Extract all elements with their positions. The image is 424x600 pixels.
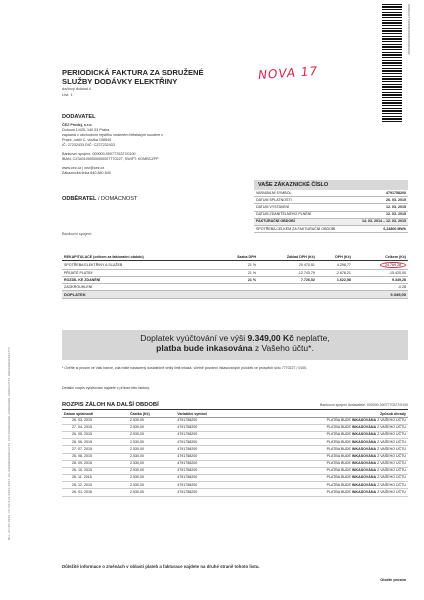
barcode (382, 4, 402, 124)
schedule-cell: 4791758200 (175, 453, 242, 460)
supplier-line: IČ: 27232433 DIČ: CZ27232433 (62, 143, 115, 147)
schedule-cell: 2.530,00 (128, 431, 175, 438)
schedule-cell: 2.530,00 (128, 460, 175, 467)
schedule-column-header: Variabilní symbol (175, 411, 242, 417)
recap-row (62, 277, 408, 284)
info-key: DATUM SPLATNOSTI (256, 197, 292, 202)
schedule-cell: 4791758200 (175, 439, 242, 446)
supplier-address (62, 123, 242, 176)
recap-cell: -12.743,79 (258, 270, 317, 277)
recap-cell: ZAOKROUHLENÍ (62, 284, 216, 291)
schedule-cell: 4791758200 (175, 460, 242, 467)
schedule-cell: 4791758200 (175, 482, 242, 489)
schedule-row (62, 475, 408, 482)
info-key: SPOTŘEBA CELKEM ZA FAKTURAČNÍ OBDOBÍ (256, 226, 336, 231)
payment-notice-box (62, 330, 408, 360)
payment-method-cell: PLATBA BUDE INKASOVÁNA Z VAŠEHO ÚČTU (242, 482, 408, 489)
recap-cell (353, 261, 408, 270)
schedule-cell: 2.530,00 (128, 467, 175, 474)
barcode-text: 0000044773000000000000000000 (407, 4, 410, 55)
schedule-row (62, 431, 408, 438)
schedule-cell: 4791758200 (175, 431, 242, 438)
recap-section (62, 254, 408, 299)
recap-row (62, 291, 408, 299)
recap-row (62, 261, 408, 270)
info-key: DATUM VYSTAVENÍ (256, 204, 290, 209)
schedule-table (62, 411, 408, 497)
recap-cell: 21 % (216, 277, 258, 284)
customer-section (62, 196, 242, 202)
recap-row (62, 284, 408, 291)
schedule-cell: 28. 12. 2015 (62, 482, 128, 489)
recap-cell: 9.349,28 (353, 277, 408, 284)
invoice-title-line1: PERIODICKÁ FAKTURA ZA SDRUŽENÉ (62, 68, 204, 77)
supplier-line: Duhová 1/425, 140 53 Praha (62, 128, 110, 132)
customer-number-box (254, 180, 408, 233)
payment-line1: Doplatek vyúčtování ve výši 9.349,00 Kč neplaťte, (140, 333, 330, 343)
recap-cell (317, 291, 353, 299)
payment-method-cell: PLATBA BUDE INKASOVÁNA Z VAŠEHO ÚČTU (242, 475, 408, 482)
schedule-cell: 27. 07. 2015 (62, 446, 128, 453)
schedule-cell: 2.530,00 (128, 453, 175, 460)
schedule-cell: 2.530,00 (128, 417, 175, 424)
recap-table (62, 254, 408, 299)
payment-method-cell: PLATBA BUDE INKASOVÁNA Z VAŠEHO ÚČTU (242, 489, 408, 496)
schedule-cell: 4791758200 (175, 467, 242, 474)
supplier-line: Praze, oddíl C, vložka 108549 (62, 138, 112, 142)
schedule-cell: 2.530,00 (128, 489, 175, 496)
invoice-title-line2: SLUŽBY DODÁVKY ELEKTŘINY (62, 77, 178, 86)
schedule-cell: 26. 05. 2015 (62, 431, 128, 438)
schedule-cell: 4791758200 (175, 475, 242, 482)
schedule-cell: 28. 09. 2015 (62, 460, 128, 467)
payment-method-cell: PLATBA BUDE INKASOVÁNA Z VAŠEHO ÚČTU (242, 446, 408, 453)
info-value: 4791758200 (386, 190, 406, 195)
schedule-cell: 26. 06. 2015 (62, 439, 128, 446)
schedule-row (62, 482, 408, 489)
recap-cell (216, 291, 258, 299)
schedule-cell: 26. 01. 2016 (62, 489, 128, 496)
recap-column-header: Celkem (Kč) (353, 254, 408, 261)
customer-info-row (254, 197, 408, 204)
recap-cell (216, 284, 258, 291)
info-key: VARIABILNÍ SYMBOL (256, 190, 292, 195)
recap-column-header: Sazba DPH (216, 254, 258, 261)
detail-note: Detailní rozpis vyúčtování najdete v příloze této faktury. (62, 386, 150, 390)
recap-cell: 21 % (216, 261, 258, 270)
turn-page-note: Otočte prosím (380, 578, 406, 582)
schedule-cell: 2.530,00 (128, 446, 175, 453)
customer-info-row (254, 204, 408, 211)
important-info: Důležité informace o změnách v oblasti plateb a fakturace najdete na druhé straně tohoto listu. (62, 564, 260, 569)
info-key: DATUM ZDANITELNÉHO PLNĚNÍ (256, 212, 312, 217)
info-value: 26. 03. 2015 (386, 197, 406, 202)
customer-info-row (254, 212, 408, 219)
supplier-line: Bankovní spojení: 000000-0007770227/0100 (62, 152, 136, 156)
schedule-row (62, 489, 408, 496)
schedule-column-header: Datum splatnosti (62, 411, 128, 417)
schedule-cell: 26. 08. 2015 (62, 453, 128, 460)
supplier-line: zapsaná v obchodním rejstříku vedeném Městským soudem v (62, 133, 164, 137)
recap-cell: 9.349,00 (353, 291, 408, 299)
schedule-cell: 2.530,00 (128, 439, 175, 446)
payment-method-cell: PLATBA BUDE INKASOVÁNA Z VAŠEHO ÚČTU (242, 453, 408, 460)
recap-cell: -2.676,21 (317, 270, 353, 277)
schedule-row (62, 439, 408, 446)
schedule-header (62, 402, 408, 410)
recap-column-header: REKAPITULACE (celkem za fakturační období) (62, 254, 216, 261)
limit-note: * Ověřte si prosím ve Vaší bance, zda máte nastavený dostatečně velký limit inkasa, včetně povolení inkasovaných položek ve prospěch účtu 7770227 / 0100. (62, 366, 308, 370)
schedule-row (62, 417, 408, 424)
recap-cell: 7.726,52 (258, 277, 317, 284)
recap-column-header: DPH (Kč) (317, 254, 353, 261)
supplier-section (62, 114, 242, 176)
customer-bank-label: Bankovní spojení: (62, 232, 93, 236)
recap-cell: 21 % (216, 270, 258, 277)
supplier-line: www.cez.cz | cez@cez.cz (62, 166, 105, 170)
advance-schedule (62, 402, 408, 497)
payment-method-cell: PLATBA BUDE INKASOVÁNA Z VAŠEHO ÚČTU (242, 431, 408, 438)
customer-number-heading: VAŠE ZÁKAZNICKÉ ČÍSLO (254, 180, 408, 190)
schedule-cell: 27. 04. 2015 (62, 424, 128, 431)
schedule-title: ROZPIS ZÁLOH NA DALŠÍ OBDOBÍ (62, 402, 159, 408)
invoice-header (62, 68, 262, 97)
schedule-row (62, 424, 408, 431)
recap-cell: -0,28 (353, 284, 408, 291)
customer-info-row (254, 219, 408, 226)
side-code-strip: BAL-07/02/2015 15:58/CL2/0001/0047.03.0000000000044773 DIS/0000000000.000000000.0000044773 0000000000044773 (8, 347, 11, 540)
schedule-bank-account: Bankovní spojení dodavatele: 000000-0007770227/0100 (320, 403, 408, 407)
recap-cell: 20.470,51 (258, 261, 317, 270)
payment-method-cell: PLATBA BUDE INKASOVÁNA Z VAŠEHO ÚČTU (242, 417, 408, 424)
schedule-row (62, 446, 408, 453)
schedule-cell: 4791758200 (175, 417, 242, 424)
recap-cell (258, 284, 317, 291)
info-value: 14. 03. 2014 – 12. 03. 2015 (362, 219, 406, 224)
supplier-line: IBAN: CZ3401000000000007770227, SWIFT: KOMBCZPP (62, 157, 159, 161)
recap-cell (317, 284, 353, 291)
supplier-heading: DODAVATEL (62, 114, 96, 120)
recap-cell: DOPLATEK (62, 291, 216, 299)
schedule-cell: 26. 11. 2015 (62, 475, 128, 482)
recap-cell: PŘIJATÉ PLATBY (62, 270, 216, 277)
recap-cell: 1.622,58 (317, 277, 353, 284)
info-key: FAKTURAČNÍ OBDOBÍ (256, 219, 295, 224)
recap-row (62, 270, 408, 277)
recap-cell (258, 291, 317, 299)
info-value: 6,24800 MWh (383, 226, 406, 231)
schedule-cell: 4791758200 (175, 424, 242, 431)
schedule-cell: 4791758200 (175, 446, 242, 453)
payment-method-cell: PLATBA BUDE INKASOVÁNA Z VAŠEHO ÚČTU (242, 424, 408, 431)
doc-type: daňový doklad č. (62, 86, 93, 91)
recap-cell: 4.298,77 (317, 261, 353, 270)
payment-method-cell: PLATBA BUDE INKASOVÁNA Z VAŠEHO ÚČTU (242, 467, 408, 474)
circled-total: 24.769,28 (380, 262, 406, 268)
supplier-line: Zákaznická linka 840 840 840 (62, 171, 111, 175)
recap-cell: SPOTŘEBA ELEKTŘINY A SLUŽEB (62, 261, 216, 270)
schedule-cell: 26. 03. 2015 (62, 417, 128, 424)
supplier-line: ČEZ Prodej, s.r.o. (62, 123, 93, 127)
payment-line2: platba bude inkasována z Vašeho účtu*. (156, 343, 314, 353)
schedule-cell: 2.530,00 (128, 482, 175, 489)
payment-method-cell: PLATBA BUDE INKASOVÁNA Z VAŠEHO ÚČTU (242, 439, 408, 446)
info-value: 12. 03. 2015 (386, 212, 406, 217)
schedule-row (62, 453, 408, 460)
schedule-row (62, 467, 408, 474)
schedule-column-header: Částka (Kč) (128, 411, 175, 417)
customer-heading: ODBĚRATEL / DOMÁCNOST (62, 196, 138, 202)
recap-column-header: Základ DPH (Kč) (258, 254, 317, 261)
recap-cell: -15.420,00 (353, 270, 408, 277)
schedule-row (62, 460, 408, 467)
schedule-column-header: Způsob úhrady (242, 411, 408, 417)
page-number: List: 1 (62, 91, 73, 97)
handwritten-note: NOVA 17 (257, 63, 319, 83)
schedule-cell: 2.530,00 (128, 475, 175, 482)
info-value: 12. 03. 2015 (386, 204, 406, 209)
customer-info-row (254, 190, 408, 197)
recap-cell: ROZDÍL KE ZDANĚNÍ (62, 277, 216, 284)
customer-info-row (254, 226, 408, 233)
schedule-cell: 4791758200 (175, 489, 242, 496)
schedule-cell: 2.530,00 (128, 424, 175, 431)
schedule-cell: 26. 10. 2015 (62, 467, 128, 474)
payment-method-cell: PLATBA BUDE INKASOVÁNA Z VAŠEHO ÚČTU (242, 460, 408, 467)
